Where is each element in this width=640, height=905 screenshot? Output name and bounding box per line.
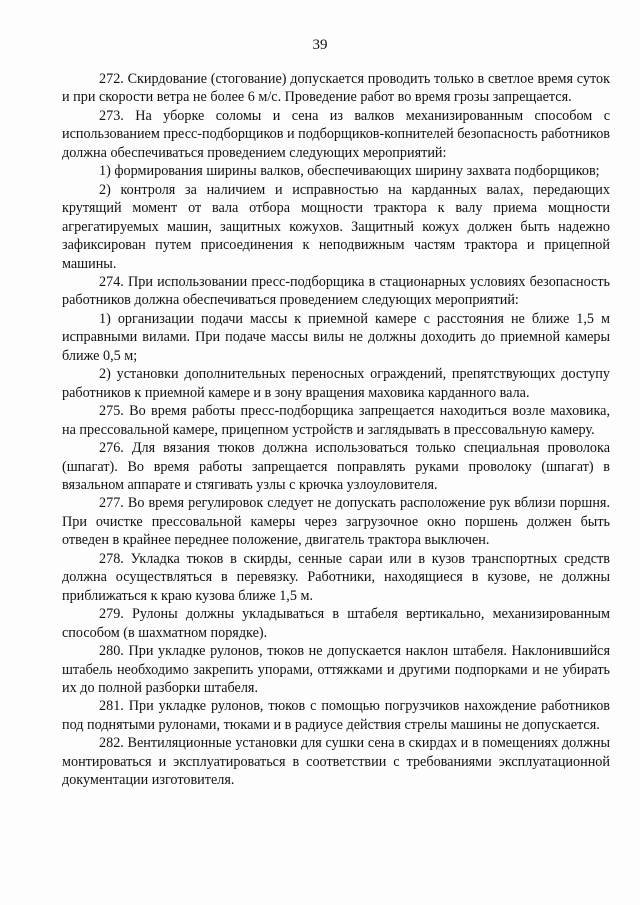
paragraph-276: 276. Для вязания тюков должна использоваться только специальная проволока (шпагат). Во время работы запрещается поправлять руками проволоку (шпагат) в вязальном аппарате и стягивать узлы с крючка узлоуловителя. xyxy=(62,440,610,493)
paragraph-275: 275. Во время работы пресс-подборщика запрещается находиться возле маховика, на прессовальной камере, прицепном устройств и заглядывать в прессовальную камеру. xyxy=(62,403,610,438)
paragraph-282: 282. Вентиляционные установки для сушки сена в скирдах и в помещениях должны монтироваться и эксплуатироваться в соответствии с требованиями эксплуатационной документации изготовителя. xyxy=(62,735,610,789)
paragraph-273: 273. На уборке соломы и сена из валков механизированным способом с использованием пресс-подборщиков и подборщиков-копнителей безопасность работников должна обеспечиваться проведением следующих мероприятий: xyxy=(62,107,610,161)
paragraph-281: 281. При укладке рулонов, тюков с помощью погрузчиков нахождение работников под поднятыми рулонами, тюками и в радиусе действия стрелы машины не допускается. xyxy=(62,698,610,733)
document-body xyxy=(62,70,610,790)
paragraph-274-item-2: 2) установки дополнительных переносных ограждений, препятствующих доступу работников к приемной камере и в зону вращения маховика карданного вала. xyxy=(62,366,610,401)
paragraph-273-item-1: 1) формирования ширины валков, обеспечивающих ширину захвата подборщиков; xyxy=(99,163,600,180)
paragraph-273-item-2: 2) контроля за наличием и исправностью на карданных валах, передающих крутящий момент от вала отбора мощности трактора к валу приема мощности агрегатируемых машин, защитных кожухов. Защитный кожух должен быть надежно зафиксирован путем присоединения к неподвижным частям трактора и прицепной машины. xyxy=(62,181,610,272)
paragraph-278: 278. Укладка тюков в скирды, сенные сараи или в кузов транспортных средств должна осуществляться в перевязку. Работники, находящиеся в кузове, не должны приближаться к краю кузова ближе 1,5 м. xyxy=(62,550,610,604)
paragraph-274: 274. При использовании пресс-подборщика в стационарных условиях безопасность работников должна обеспечиваться проведением следующих мероприятий: xyxy=(62,273,610,309)
paragraph-279: 279. Рулоны должны укладываться в штабеля вертикально, механизированным способом (в шахматном порядке). xyxy=(62,606,610,641)
paragraph-280: 280. При укладке рулонов, тюков не допускается наклон штабеля. Наклонившийся штабель необходимо закрепить упорами, оттяжками и другими подпорками и не убирать их до полной разборки штабеля. xyxy=(62,643,610,696)
paragraph-274-item-1: 1) организации подачи массы к приемной камере с расстояния не ближе 1,5 м исправными вилами. При подаче массы вилы не должны доходить до приемной камеры ближе 0,5 м; xyxy=(62,310,610,364)
paragraph-272: 272. Скирдование (стогование) допускается проводить только в светлое время суток и при скорости ветра не более 6 м/с. Проведение работ во время грозы запрещается. xyxy=(62,71,610,106)
paragraph-277: 277. Во время регулировок следует не допускать расположение рук вблизи поршня. При очистке прессовальной камеры через загрузочное окно поршень должен быть отведен в крайнее переднее положение, двигатель трактора выключен. xyxy=(62,495,610,549)
page-number: 39 xyxy=(312,37,328,53)
